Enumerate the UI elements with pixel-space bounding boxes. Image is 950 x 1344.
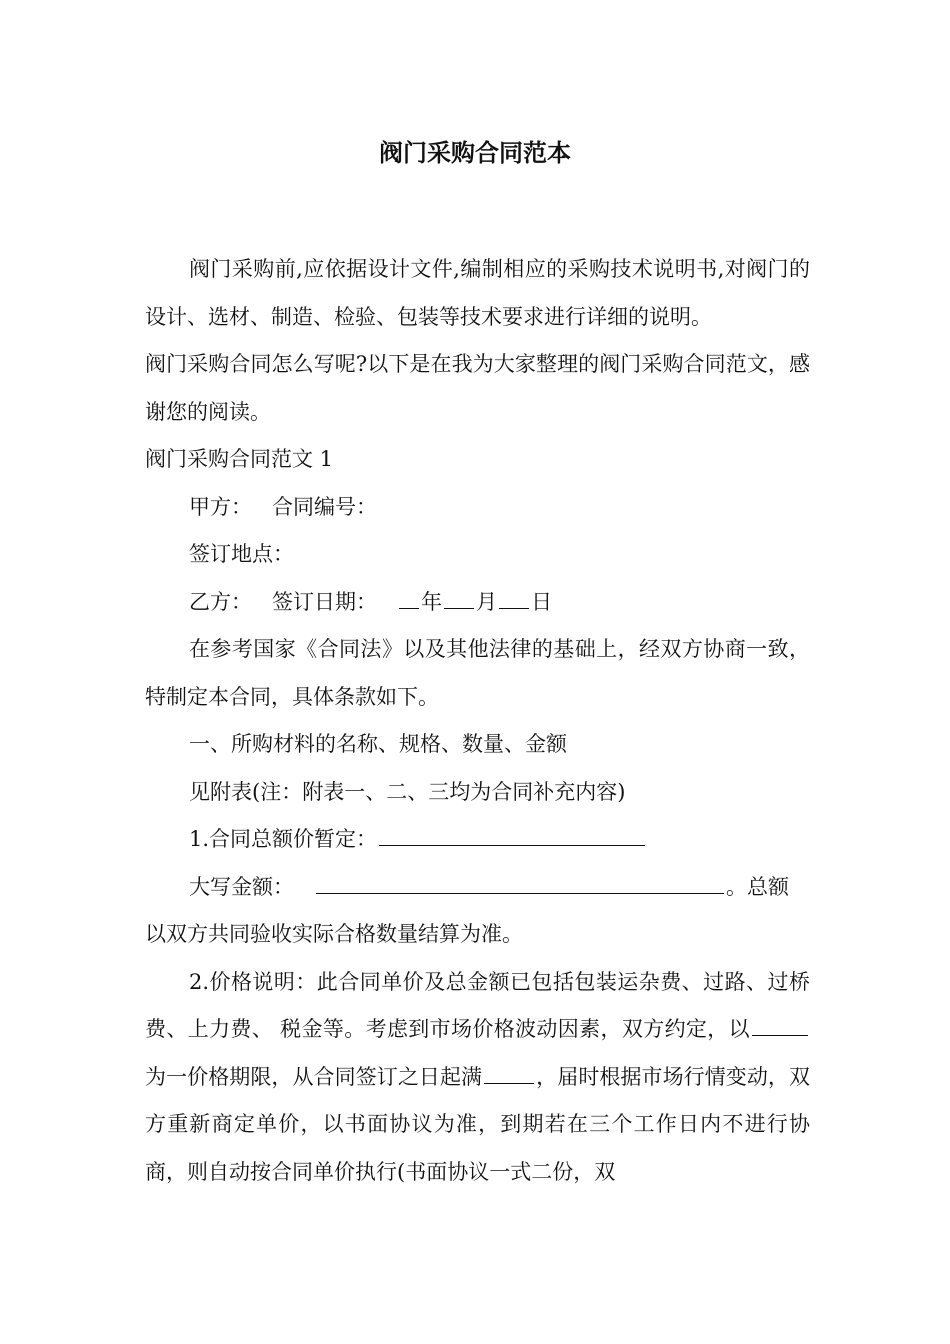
capital-amount-label: 大写金额：	[189, 874, 294, 899]
intro-paragraph-1: 阀门采购前,应依据设计文件,编制相应的采购技术说明书,对阀门的设计、选材、制造、检验、包装等技术要求进行详细的说明。	[145, 257, 810, 329]
contract-number-label: 合同编号：	[272, 494, 378, 519]
preamble-paragraph: 在参考国家《合同法》以及其他法律的基础上，经双方协商一致，特制定本合同，具体条款如下。	[145, 637, 810, 709]
party-b-label: 乙方：	[189, 589, 252, 614]
clause-1-heading: 一、所购材料的名称、规格、数量、金额	[189, 732, 567, 756]
clause-1-note: 见附表(注：附表一、二、三均为合同补充内容)	[189, 779, 626, 804]
day-label: 日	[531, 589, 553, 614]
party-a-label: 甲方：	[189, 494, 252, 519]
section-heading: 阀门采购合同范文 1	[145, 447, 334, 471]
intro-paragraph-2: 阀门采购合同怎么写呢?以下是在我为大家整理的阀门采购合同范文，感谢您的阅读。	[145, 352, 810, 424]
total-amount-label: 1.合同总额价暂定：	[189, 827, 378, 851]
capital-amount-blank	[316, 871, 724, 894]
capital-amount-line	[145, 864, 810, 912]
total-amount-blank	[379, 823, 645, 846]
price-note-part-3: ，届时根据市场行情变动，双方重新商定单价，以书面协议为准，到期若在三个工作日内不进行协商，则自动按合同单价执行(书面协议一式二份，双	[145, 1064, 811, 1184]
document-body	[145, 246, 810, 1196]
price-note-paragraph	[145, 959, 810, 1197]
total-amount-line	[145, 816, 810, 864]
capital-amount-tail: 。总额	[726, 874, 790, 899]
year-label: 年	[421, 589, 443, 614]
year-blank	[399, 586, 419, 609]
price-note-part-2: 为一价格期限，从合同签订之日起满	[145, 1064, 483, 1089]
party-b-line	[145, 579, 810, 627]
price-note-part-1: 2.价格说明：此合同单价及总金额已包括包装运杂费、过路、过桥费、上力费、 税金等。考虑到市场价格波动因素，双方约定，以	[145, 969, 810, 1041]
party-a-line	[145, 484, 810, 532]
day-blank	[499, 586, 529, 609]
sign-date-label: 签订日期：	[272, 589, 378, 614]
sign-place-label: 签订地点：	[189, 542, 294, 566]
document-title: 阀门采购合同范本	[379, 139, 571, 167]
capital-amount-continuation: 以双方共同验收实际合格数量结算为准。	[145, 922, 523, 946]
start-period-blank	[484, 1061, 534, 1084]
month-blank	[444, 586, 474, 609]
month-label: 月	[476, 589, 498, 614]
price-period-blank	[752, 1013, 808, 1036]
